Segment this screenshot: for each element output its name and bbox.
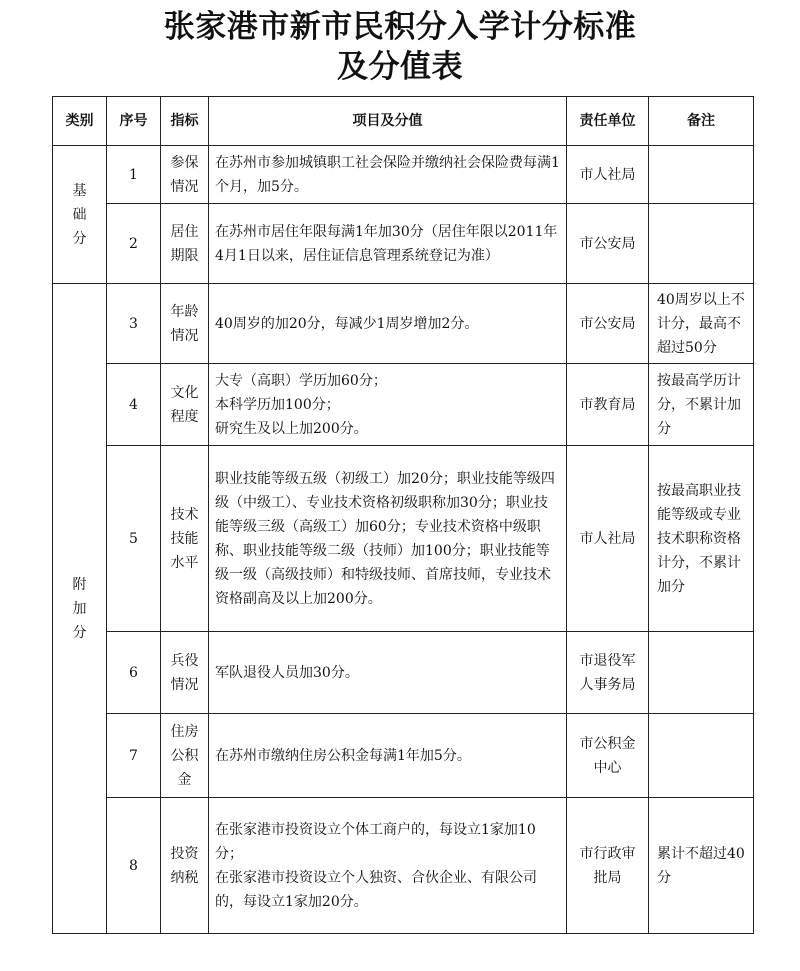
- row-indicator: 兵役情况: [161, 632, 209, 714]
- row-indicator: 文化程度: [161, 364, 209, 446]
- row-indicator: 投资纳税: [161, 798, 209, 934]
- row-number: 6: [107, 632, 161, 714]
- header-note: 备注: [649, 97, 754, 146]
- row-item: 大专（高职）学历加60分； 本科学历加100分； 研究生及以上加200分。: [209, 364, 567, 446]
- row-number: 3: [107, 284, 161, 364]
- row-note: 按最高学历计分，不累计加分: [649, 364, 754, 446]
- row-item: 在苏州市居住年限每满1年加30分（居住年限以2011年4月1日以来，居住证信息管理系统登记为准）: [209, 204, 567, 284]
- row-item: 职业技能等级五级（初级工）加20分；职业技能等级四级（中级工）、专业技术资格初级职称加30分；职业技能等级三级（高级工）加60分；专业技术资格中级职称、职业技能等级二级（技师）加100分；职业技能等级一级（高级技师）和特级技师、首席技师，专业技术资格副高及以上加200分。: [209, 446, 567, 632]
- row-number: 7: [107, 714, 161, 798]
- row-dept: 市行政审批局: [567, 798, 649, 934]
- row-dept: 市教育局: [567, 364, 649, 446]
- row-note: 累计不超过40分: [649, 798, 754, 934]
- row-number: 5: [107, 446, 161, 632]
- row-number: 8: [107, 798, 161, 934]
- table-header-row: [53, 97, 754, 146]
- row-item: 在苏州市缴纳住房公积金每满1年加5分。: [209, 714, 567, 798]
- row-note: [649, 632, 754, 714]
- row-indicator: 居住期限: [161, 204, 209, 284]
- row-indicator: 技术技能水平: [161, 446, 209, 632]
- row-note: [649, 714, 754, 798]
- table-row: [53, 146, 754, 204]
- row-item: 在张家港市投资设立个体工商户的，每设立1家加10分； 在张家港市投资设立个人独资、合伙企业、有限公司的，每设立1家加20分。: [209, 798, 567, 934]
- row-number: 4: [107, 364, 161, 446]
- scoring-table: [52, 96, 754, 934]
- row-indicator: 住房公积金: [161, 714, 209, 798]
- row-indicator: 参保情况: [161, 146, 209, 204]
- row-item: 在苏州市参加城镇职工社会保险并缴纳社会保险费每满1个月，加5分。: [209, 146, 567, 204]
- header-category: 类别: [53, 97, 107, 146]
- table-row: [53, 204, 754, 284]
- row-note: [649, 146, 754, 204]
- row-dept: 市人社局: [567, 146, 649, 204]
- page-title: 张家港市新市民积分入学计分标准: [163, 9, 637, 45]
- table-row: [53, 284, 754, 364]
- table-row: [53, 714, 754, 798]
- header-number: 序号: [107, 97, 161, 146]
- row-item: 军队退役人员加30分。: [209, 632, 567, 714]
- row-dept: 市公积金中心: [567, 714, 649, 798]
- row-dept: 市公安局: [567, 204, 649, 284]
- table-row: [53, 798, 754, 934]
- table-row: [53, 446, 754, 632]
- header-dept: 责任单位: [567, 97, 649, 146]
- table-row: [53, 364, 754, 446]
- row-dept: 市退役军人事务局: [567, 632, 649, 714]
- row-note: [649, 204, 754, 284]
- row-indicator: 年龄情况: [161, 284, 209, 364]
- page-subtitle: 及分值表: [337, 49, 463, 85]
- row-number: 2: [107, 204, 161, 284]
- header-item: 项目及分值: [209, 97, 567, 146]
- row-note: 按最高职业技能等级或专业技术职称资格计分，不累计加分: [649, 446, 754, 632]
- group-cell: 附加分: [53, 284, 107, 934]
- table-row: [53, 632, 754, 714]
- row-item: 40周岁的加20分，每减少1周岁增加2分。: [209, 284, 567, 364]
- row-number: 1: [107, 146, 161, 204]
- row-dept: 市公安局: [567, 284, 649, 364]
- header-indicator: 指标: [161, 97, 209, 146]
- row-note: 40周岁以上不计分，最高不超过50分: [649, 284, 754, 364]
- row-dept: 市人社局: [567, 446, 649, 632]
- group-cell: 基础分: [53, 146, 107, 284]
